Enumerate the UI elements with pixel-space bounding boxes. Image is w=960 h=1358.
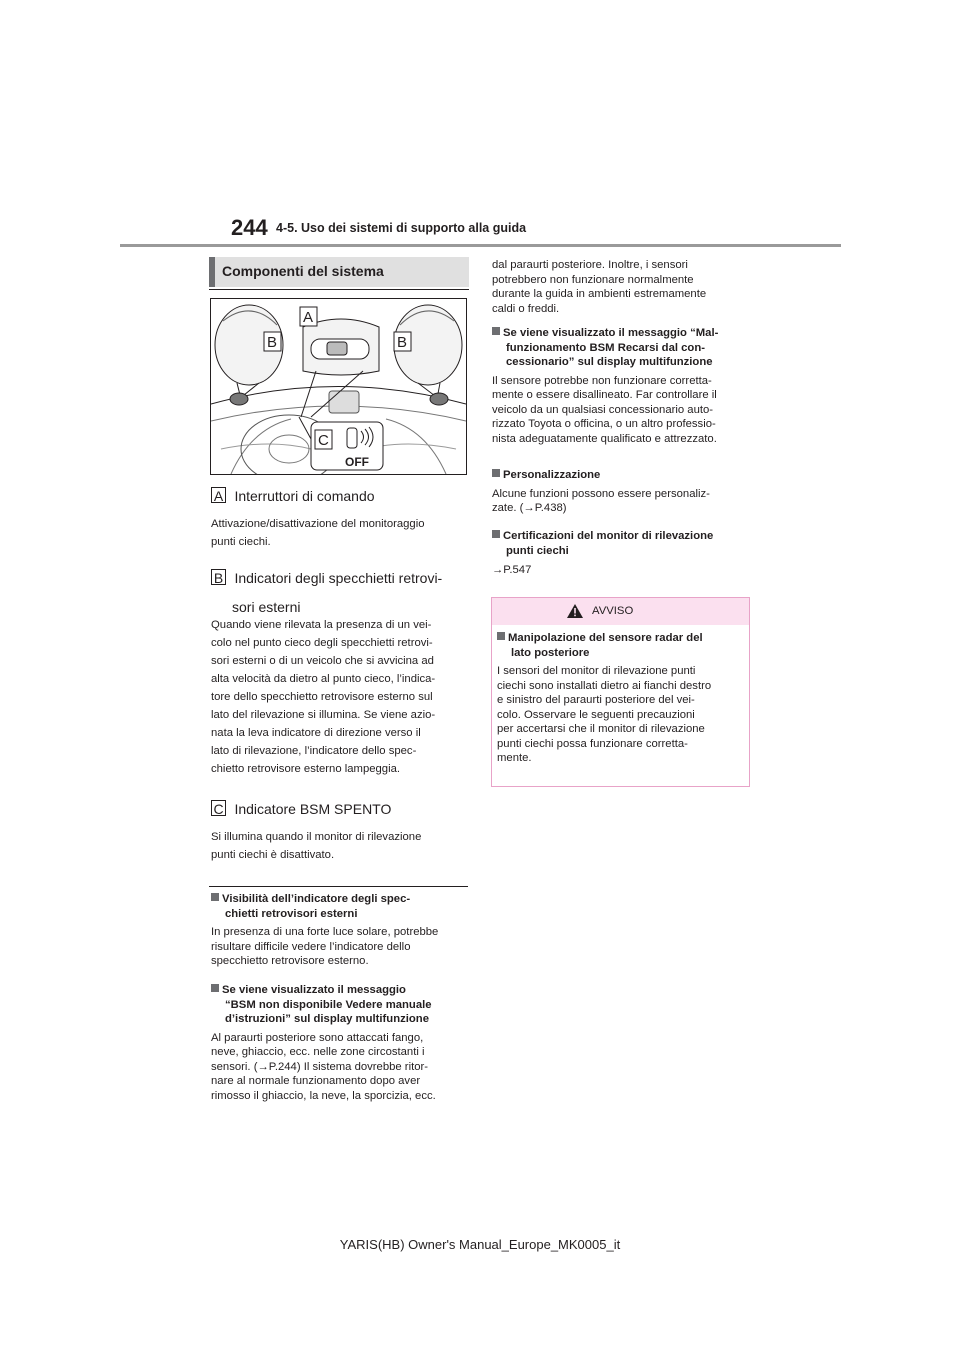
off-label: OFF xyxy=(345,455,369,469)
text-line: nista adeguatamente qualificato e attrezzato. xyxy=(492,432,717,445)
text-line: mente. xyxy=(497,752,532,764)
item-c-label: C xyxy=(211,800,226,816)
text-line: neve, ghiaccio, ecc. nelle zone circostanti i xyxy=(211,1046,425,1058)
text-line: Attivazione/disattivazione del monitoraggio xyxy=(211,518,425,530)
item-a-header xyxy=(211,487,375,506)
callout-b-left: B xyxy=(267,334,278,351)
text-line: e sinistro del paraurti posteriore del vei- xyxy=(497,694,695,706)
note-heading-cont: chietti retrovisori esterni xyxy=(225,907,358,920)
text-line: per accertarsi che il monitor di rilevazione xyxy=(497,723,705,735)
text-line: punti ciechi possa funzionare corretta- xyxy=(497,737,688,750)
item-a-title: Interruttori di comando xyxy=(234,488,375,504)
footer-text: YARIS(HB) Owner's Manual_Europe_MK0005_it xyxy=(339,1237,621,1252)
note-heading: Personalizzazione xyxy=(492,468,754,483)
section-title: Componenti del sistema xyxy=(222,263,384,279)
item-a-label: A xyxy=(211,487,226,503)
text-line: sensori. (→P.244) Il sistema dovrebbe ritor- xyxy=(211,1060,429,1073)
text-line: tore dello specchietto retrovisore esterno sul xyxy=(211,691,433,703)
item-b-title-cont: sori esterni xyxy=(232,599,301,615)
bullet-square-icon xyxy=(492,530,500,538)
item-c-description xyxy=(211,828,421,864)
note-visibility xyxy=(211,892,469,969)
caution-heading-cont: lato posteriore xyxy=(511,646,590,659)
section-rule xyxy=(209,289,469,290)
item-b-label: B xyxy=(211,569,226,585)
text-line: veicolo da un qualsiasi concessionario auto- xyxy=(492,403,714,416)
bullet-square-icon xyxy=(492,327,500,335)
right-continuation xyxy=(492,258,754,316)
text-line: rizzato Toyota o officina, o un altro professio- xyxy=(492,418,716,430)
caution-title: AVVISO xyxy=(592,605,634,617)
note-heading: Certificazioni del monitor di rilevazione xyxy=(492,529,754,544)
bullet-square-icon xyxy=(492,469,500,477)
note-heading: Visibilità dell’indicatore degli spec- xyxy=(211,892,469,907)
note-heading-cont: funzionamento BSM Recarsi dal con- xyxy=(506,341,705,354)
text-line: zate. (→P.438) xyxy=(492,502,567,514)
text-line: rimosso il ghiaccio, la neve, la sporcizia, ecc. xyxy=(211,1089,436,1102)
chapter-title: 4-5. Uso dei sistemi di supporto alla guida xyxy=(276,221,527,235)
text-line: risultare difficile vedere l’indicatore dello xyxy=(211,940,411,953)
page-reference: →P.547 xyxy=(492,564,532,576)
item-c-title: Indicatore BSM SPENTO xyxy=(234,801,392,817)
dashboard-illustration xyxy=(210,298,467,475)
notes-rule xyxy=(209,886,468,887)
callout-a: A xyxy=(303,309,314,326)
note-malfunction xyxy=(492,326,754,446)
header-rule xyxy=(120,244,841,247)
text-line: Si illumina quando il monitor di rilevazione xyxy=(211,831,422,843)
note-heading-cont: d’istruzioni” sul display multifunzione xyxy=(225,1013,429,1025)
note-heading: Se viene visualizzato il messaggio “Mal- xyxy=(492,326,754,341)
text-line: I sensori del monitor di rilevazione punti xyxy=(497,665,696,677)
item-c-header xyxy=(211,800,391,819)
note-heading-cont: punti ciechi xyxy=(506,544,569,557)
bullet-square-icon xyxy=(211,893,219,901)
item-b-header xyxy=(211,564,442,621)
note-heading-cont: “BSM non disponibile Vedere manuale xyxy=(225,998,432,1011)
text-line: Al paraurti posteriore sono attaccati fango, xyxy=(211,1031,424,1044)
bullet-square-icon xyxy=(497,632,505,640)
callout-b-right: B xyxy=(397,334,408,351)
note-certifications xyxy=(492,529,754,578)
text-line: potrebbero non funzionare normalmente xyxy=(492,273,694,286)
note-customization xyxy=(492,468,754,516)
bullet-square-icon xyxy=(211,984,219,992)
text-line: lato del rilevazione si illumina. Se viene azio- xyxy=(211,709,436,721)
callout-c: C xyxy=(318,432,329,449)
caution-heading: Manipolazione del sensore radar del xyxy=(497,631,749,646)
item-a-description xyxy=(211,515,425,551)
text-line: nare al normale funzionamento dopo aver xyxy=(211,1075,421,1087)
text-line: chietto retrovisore esterno lampeggia. xyxy=(211,763,401,775)
note-heading: Se viene visualizzato il messaggio xyxy=(211,983,469,998)
text-line: punti ciechi. xyxy=(211,536,271,548)
text-line: specchietto retrovisore esterno. xyxy=(211,955,369,967)
item-b-title: Indicatori degli specchietti retrovi- xyxy=(234,570,443,586)
text-line: punti ciechi è disattivato. xyxy=(211,849,335,861)
note-heading-cont: cessionario” sul display multifunzione xyxy=(506,356,713,368)
text-line: sori esterni o di un veicolo che si avvicina ad xyxy=(211,655,434,667)
caution-body xyxy=(497,631,749,766)
text-line: dal paraurti posteriore. Inoltre, i sensori xyxy=(492,259,688,271)
text-line: Il sensore potrebbe non funzionare corretta- xyxy=(492,374,712,387)
dashboard-drawing xyxy=(211,299,466,474)
caution-header xyxy=(492,598,749,625)
text-line: Quando viene rilevata la presenza di un vei- xyxy=(211,619,432,631)
text-line: colo. Osservare le seguenti precauzioni xyxy=(497,708,695,721)
text-line: Alcune funzioni possono essere personaliz- xyxy=(492,487,710,500)
text-line: colo nel punto cieco degli specchietti retrovi- xyxy=(211,637,433,649)
warning-icon xyxy=(566,603,584,619)
text-line: lato di rilevazione, l’indicatore dello spec- xyxy=(211,745,417,757)
text-line: durante la guida in ambienti estremamente xyxy=(492,288,707,300)
text-line: nata la leva indicatore di direzione verso il xyxy=(211,727,421,739)
text-line: mente o essere disallineato. Far controllare il xyxy=(492,389,717,401)
text-line: caldi o freddi. xyxy=(492,302,560,315)
text-line: alta velocità da dietro al punto cieco, l’indica- xyxy=(211,673,436,685)
item-b-description xyxy=(211,616,435,778)
page-number: 244 xyxy=(231,215,268,240)
note-bsm-unavailable xyxy=(211,983,469,1103)
text-line: In presenza di una forte luce solare, potrebbe xyxy=(211,926,439,938)
text-line: ciechi sono installati dietro ai fianchi destro xyxy=(497,679,712,692)
